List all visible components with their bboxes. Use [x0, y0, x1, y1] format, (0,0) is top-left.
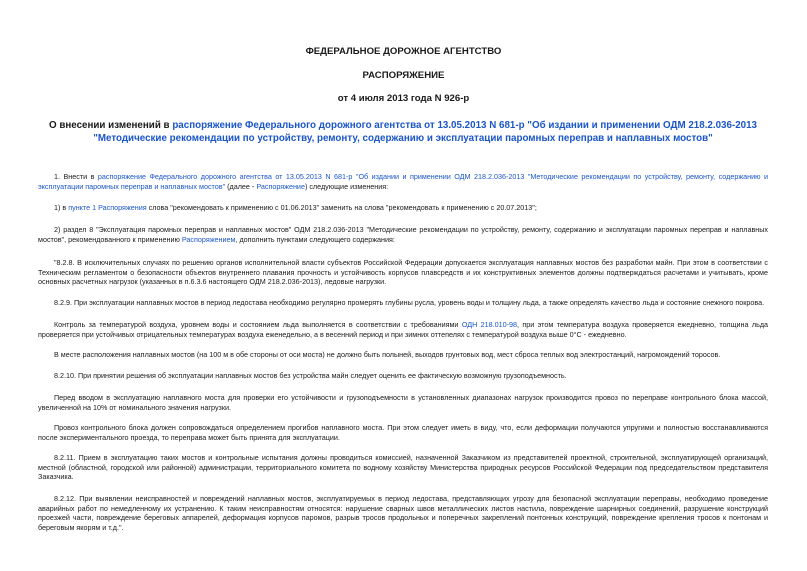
p3-suffix: , дополнить пунктами следующего содержания: — [235, 234, 395, 244]
paragraph-11: 8.2.11. Прием в эксплуатацию таких мостов и контрольные испытания должны проводиться комиссией, назначенной Заказчиком из представителей проектной, строительной, эксплуатирующей организаций, местной (областной, городской или районной) администрации, территориального комитета по водному хозяйству Министерства природных ресурсов Российской Федерации под председательством представителя Заказчика. — [38, 453, 768, 482]
p1-link-order-681[interactable]: распоряжение Федерального дорожного агентства от 13.05.2013 N 681-р "Об издании и применении ОДМ 218.2.036-2013 "Методические рекомендации по устройству, ремонту, содержанию и эксплуатации паромных переправ и наплавных мостов" — [38, 172, 769, 191]
title-prefix: О внесении изменений в — [48, 120, 173, 131]
paragraph-6 — [38, 320, 768, 339]
paragraph-2 — [38, 203, 768, 213]
document-type: РАСПОРЯЖЕНИЕ — [362, 70, 445, 81]
agency-name: ФЕДЕРАЛЬНОЕ ДОРОЖНОЕ АГЕНТСТВО — [305, 46, 502, 57]
p3-link-order[interactable]: Распоряжением — [181, 234, 236, 244]
p6-suffix: , при этом температура воздуха проверяется ежедневно, толщина льда проверяется при устойчивых отрицательных температурах воздуха еженедельно, а в весенний период и при зимних оттепелях с температурой воздуха выше 0°С - ежедневно. — [38, 320, 769, 339]
paragraph-12: 8.2.12. При выявлении неисправностей и повреждений наплавных мостов, эксплуатируемых в период ледостава, представляющих угрозу для безопасной эксплуатации переправы, необходимо проведение аварийных работ по немедленному их устранению. К таким неисправностям относятся: нарушение сварных швов металлических листов настила, повреждение шарнирных соединений, разрушение конструкций проезжей части, повреждение береговых аппарелей, деформация корпусов паромов, разрыв тросов продольных и поперечных закреплений понтонных конструкций, повреждение крепления тросов к понтонам и береговым якорям и т.д.". — [38, 494, 768, 532]
p1-link-order[interactable]: Распоряжение — [256, 181, 305, 191]
title-link-order-681[interactable]: распоряжение Федерального дорожного агентства от 13.05.2013 N 681-р "Об издании и применении ОДМ 218.2.036-2013 "Методические рекомендации по устройству, ремонту, содержанию и эксплуатации паромных переправ и наплавных мостов" — [93, 120, 757, 144]
p3-prefix: 2) раздел 8 "Эксплуатация паромных переправ и наплавных мостов" ОДМ 218.2.036-2013 "Методические рекомендации по устройству, ремонту, содержанию и эксплуатации паромных переправ и наплавных мостов", рекомендованного к применению — [38, 225, 768, 244]
p1-prefix: 1. Внести в — [54, 172, 98, 181]
document-date: от 4 июля 2013 года N 926-р — [337, 93, 470, 104]
paragraph-5: 8.2.9. При эксплуатации наплавных мостов в период ледостава необходимо регулярно промерять глубины русла, уровень воды и толщину льда, а также определять качество льда и состояние снежного покрова. — [54, 298, 765, 307]
p1-mid: (далее - — [225, 181, 257, 191]
p2-suffix: слова "рекомендовать к применению с 01.06.2013" заменить на слова "рекомендовать к применению с 20.07.2013"; — [146, 203, 537, 212]
paragraph-10: Провоз контрольного блока должен сопровождаться определением прогибов наплавного моста. При этом следует иметь в виду, что, если деформации получаются упругими и полностью восстанавливаются после экспериментального проезда, то переправа может быть принята для эксплуатации. — [38, 423, 768, 442]
p2-prefix: 1) в — [54, 203, 69, 212]
paragraph-4: "8.2.8. В исключительных случаях по решению органов исполнительной власти субъектов Российской Федерации допускается эксплуатация наплавных мостов без разработки майн. При этом в соответствии с Техническим регламентом о безопасности объектов внутреннего плавания прочность и устойчивость корпусов плавсредств и их конструктивных элементов должны подтверждаться расчетами и учитывать, кроме основных расчетных нагрузок (указанных в п.6.3.6 настоящего ОДМ 218.2.036-2013), ледовые нагрузки. — [38, 258, 768, 287]
paragraph-8: 8.2.10. При принятии решения об эксплуатации наплавных мостов без устройства майн следует оценить ее фактическую возможную грузоподъемность. — [54, 371, 567, 380]
p2-link-clause-1[interactable]: пункте 1 Распоряжения — [68, 203, 147, 212]
paragraph-3 — [38, 225, 768, 244]
p6-prefix: Контроль за температурой воздуха, уровнем воды и состоянием льда выполняется в соответствии с требованиями — [54, 320, 462, 329]
p6-link-odn[interactable]: ОДН 218.010-98 — [461, 320, 518, 329]
paragraph-7: В месте расположения наплавных мостов (на 100 м в обе стороны от оси моста) не должно быть полыней, выходов грунтовых вод, мест сброса теплых вод электростанций, нагромождений торосов. — [54, 350, 721, 359]
paragraph-9: Перед вводом в эксплуатацию наплавного моста для проверки его устойчивости и грузоподъемности в установленных диапазонах нагрузок производится провоз по переправе контрольного блока массой, увеличенной на 10% от номинального значения нагрузки. — [38, 393, 768, 412]
document-title — [44, 119, 762, 145]
paragraph-1 — [38, 172, 768, 191]
p1-suffix: ) следующие изменения: — [304, 181, 389, 191]
